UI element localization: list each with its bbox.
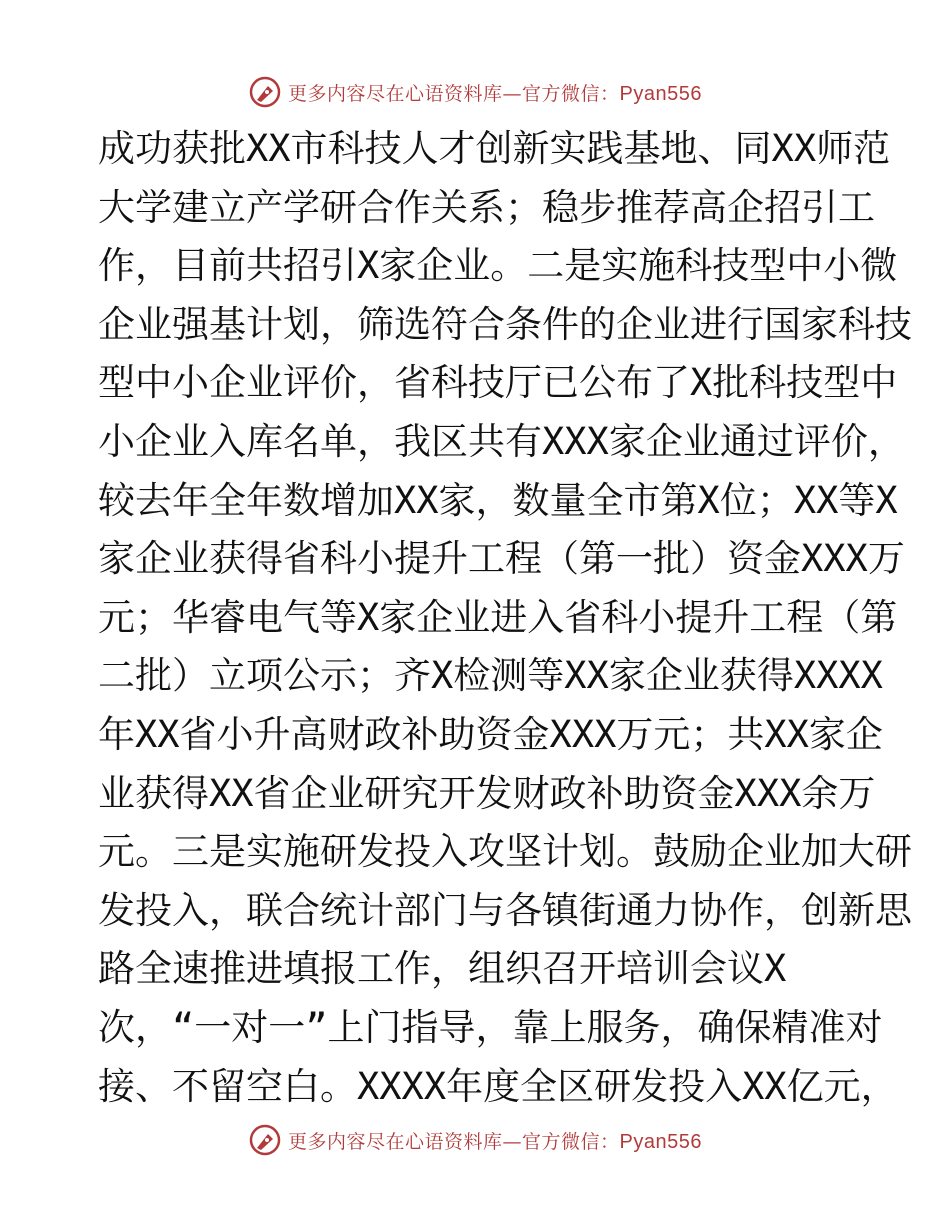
text-line: 较去年全年数增加XX家，数量全市第X位；XX等X: [98, 478, 898, 522]
header-banner: [0, 70, 950, 114]
text-line: 型中小企业评价，省科技厅已公布了X批科技型中: [98, 361, 898, 405]
banner-wechat-label: 官方微信：: [522, 1130, 620, 1153]
text-line: 成功获批XX市科技人才创新实践基地、同XX师范: [98, 127, 891, 170]
text-line: 二批）立项公示；齐X检测等XX家企业获得XXXX: [98, 654, 883, 698]
text-line: 次，“一对一”上门指导，靠上服务，确保精准对: [98, 1005, 883, 1049]
banner-text: [288, 79, 702, 106]
text-line: 元。三是实施研发投入攻坚计划。鼓励企业加大研: [98, 830, 912, 874]
banner-slogan: 更多内容尽在心语资料库: [288, 1130, 503, 1153]
banner-wechat-id: Pyan556: [619, 82, 702, 105]
text-line: 大学建立产学研合作关系；稳步推荐高企招引工: [98, 185, 875, 229]
footer-banner: [0, 1118, 950, 1162]
pen-nib-logo-icon: [248, 1123, 282, 1157]
banner-dash: —: [502, 82, 523, 105]
pen-nib-logo-icon: [248, 75, 282, 109]
banner-text: [288, 1127, 702, 1154]
banner-dash: —: [502, 1130, 523, 1153]
text-line: 元；华睿电气等X家企业进入省科小提升工程（第: [98, 595, 898, 639]
text-line: 企业强基计划，筛选符合条件的企业进行国家科技: [98, 302, 912, 346]
banner-wechat-label: 官方微信：: [522, 82, 620, 105]
text-line: 家企业获得省科小提升工程（第一批）资金XXX万: [98, 537, 905, 581]
text-line: 业获得XX省企业研究开发财政补助资金XXX余万: [98, 771, 876, 815]
text-line: 年XX省小升高财政补助资金XXX万元；共XX家企: [98, 712, 883, 756]
text-line: 接、不留空白。XXXX年度全区研发投入XX亿元，: [98, 1064, 898, 1108]
text-line: 小企业入库名单，我区共有XXX家企业通过评价，: [98, 419, 905, 463]
text-line: 发投入，联合统计部门与各镇街通力协作，创新思: [98, 888, 912, 932]
text-line: 作，目前共招引X家企业。二是实施科技型中小微: [98, 244, 898, 288]
body-paragraph: [98, 120, 912, 1116]
text-line: 路全速推进填报工作，组织召开培训会议X: [98, 947, 787, 991]
banner-slogan: 更多内容尽在心语资料库: [288, 82, 503, 105]
banner-wechat-id: Pyan556: [619, 1130, 702, 1153]
